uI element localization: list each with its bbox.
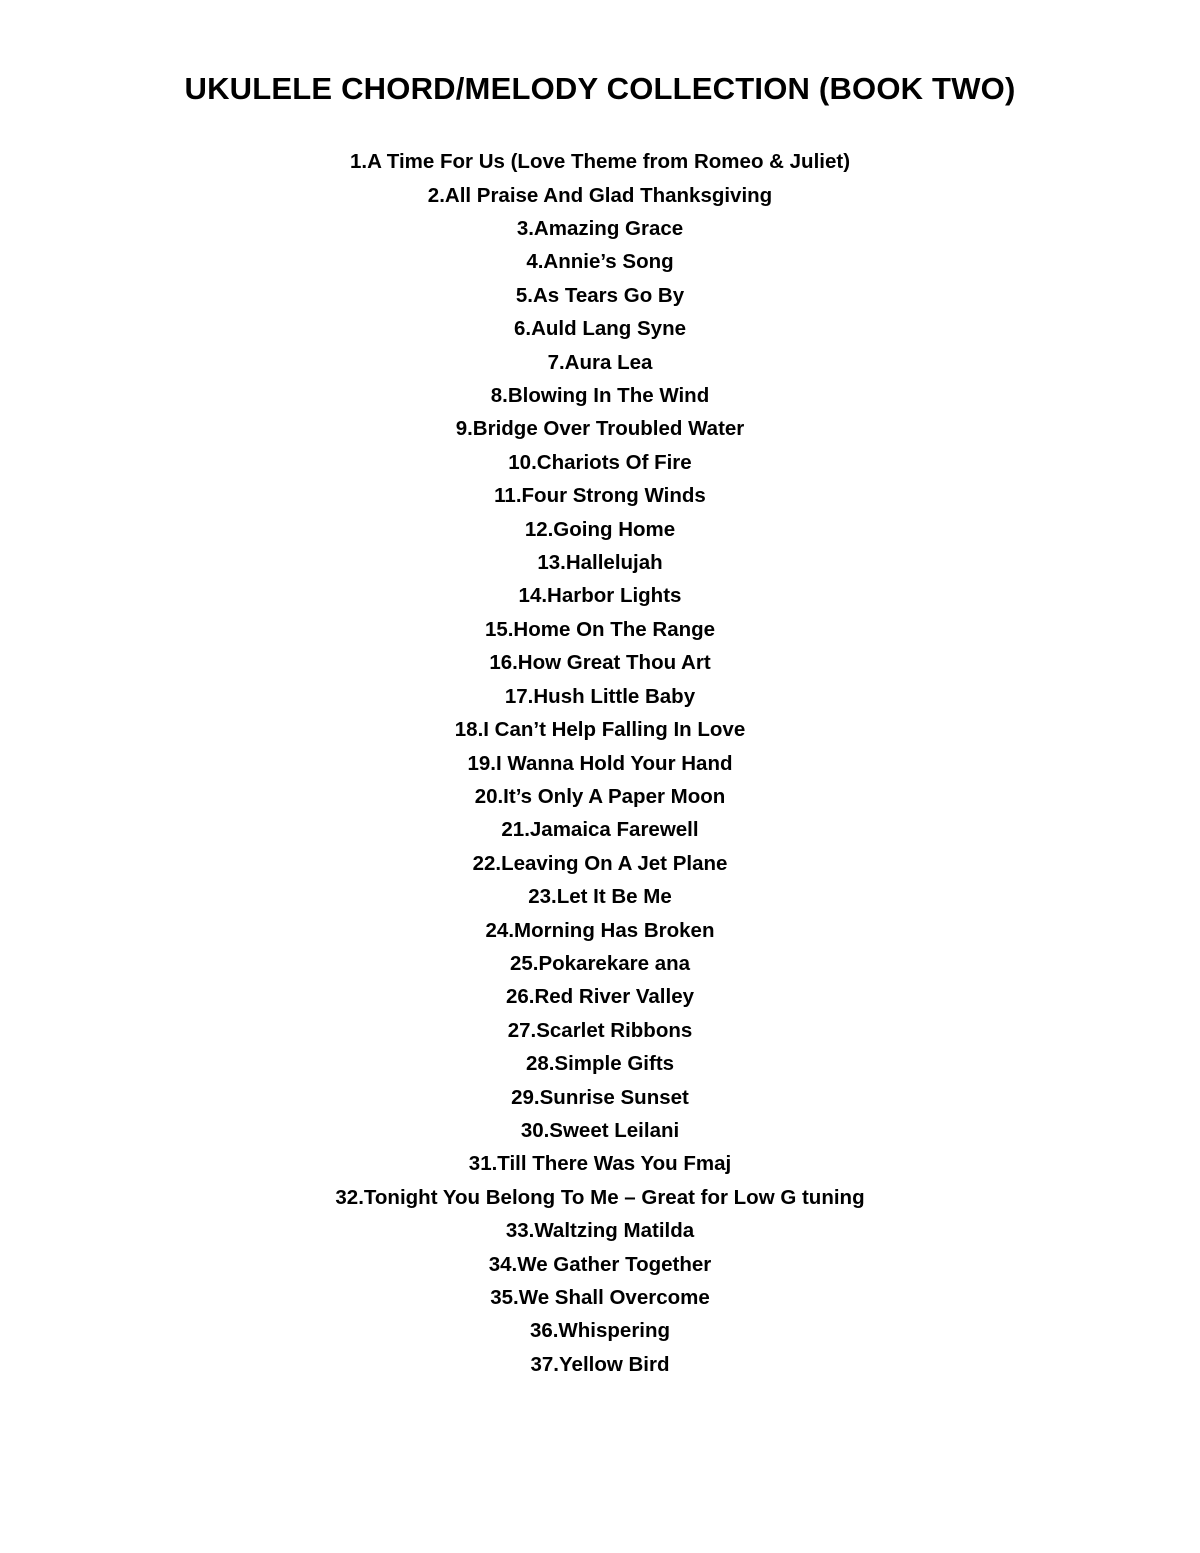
list-item: 23.Let It Be Me [528, 885, 672, 909]
list-item: 2.All Praise And Glad Thanksgiving [427, 183, 773, 207]
list-item: 7.Aura Lea [547, 350, 653, 374]
list-item: 33.Waltzing Matilda [505, 1219, 695, 1243]
list-item: 22.Leaving On A Jet Plane [472, 851, 728, 875]
list-item: 20.It’s Only A Paper Moon [474, 784, 726, 808]
song-list [90, 145, 1110, 1381]
list-item: 28.Simple Gifts [525, 1052, 675, 1076]
list-item: 25.Pokarekare ana [509, 951, 691, 975]
list-item: 32.Tonight You Belong To Me – Great for Low G tuning [335, 1185, 865, 1209]
list-item: 6.Auld Lang Syne [514, 317, 686, 341]
page-title: UKULELE CHORD/MELODY COLLECTION (BOOK TWO) [184, 71, 1016, 106]
list-item: 5.As Tears Go By [515, 283, 685, 307]
list-item: 29.Sunrise Sunset [511, 1085, 689, 1109]
list-item: 12.Going Home [524, 517, 676, 541]
list-item: 13.Hallelujah [537, 551, 663, 575]
list-item: 3.Amazing Grace [516, 217, 684, 240]
list-item: 17.Hush Little Baby [504, 684, 696, 708]
list-item: 27.Scarlet Ribbons [507, 1018, 693, 1042]
list-item: 14.Harbor Lights [518, 584, 682, 608]
list-item: 34.We Gather Together [488, 1252, 712, 1276]
list-item: 11.Four Strong Winds [494, 484, 706, 508]
list-item: 21.Jamaica Farewell [501, 818, 699, 842]
list-item: 31.Till There Was You Fmaj [468, 1152, 732, 1176]
list-item: 1.A Time For Us (Love Theme from Romeo & Juliet) [349, 150, 851, 174]
list-item: 10.Chariots Of Fire [508, 450, 692, 474]
list-item: 18.I Can’t Help Falling In Love [454, 718, 746, 742]
list-item: 15.Home On The Range [484, 617, 716, 641]
list-item: 26.Red River Valley [505, 985, 695, 1009]
list-item: 16.How Great Thou Art [489, 651, 711, 675]
list-item: 24.Morning Has Broken [485, 918, 715, 942]
list-item: 35.We Shall Overcome [490, 1286, 710, 1309]
list-item: 9.Bridge Over Troubled Water [455, 417, 745, 441]
list-item: 30.Sweet Leilani [520, 1118, 680, 1142]
list-item: 4.Annie’s Song [526, 250, 674, 274]
list-item: 37.Yellow Bird [530, 1352, 670, 1376]
list-item: 36.Whispering [529, 1319, 671, 1343]
list-item: 8.Blowing In The Wind [490, 384, 710, 408]
list-item: 19.I Wanna Hold Your Hand [467, 751, 733, 775]
